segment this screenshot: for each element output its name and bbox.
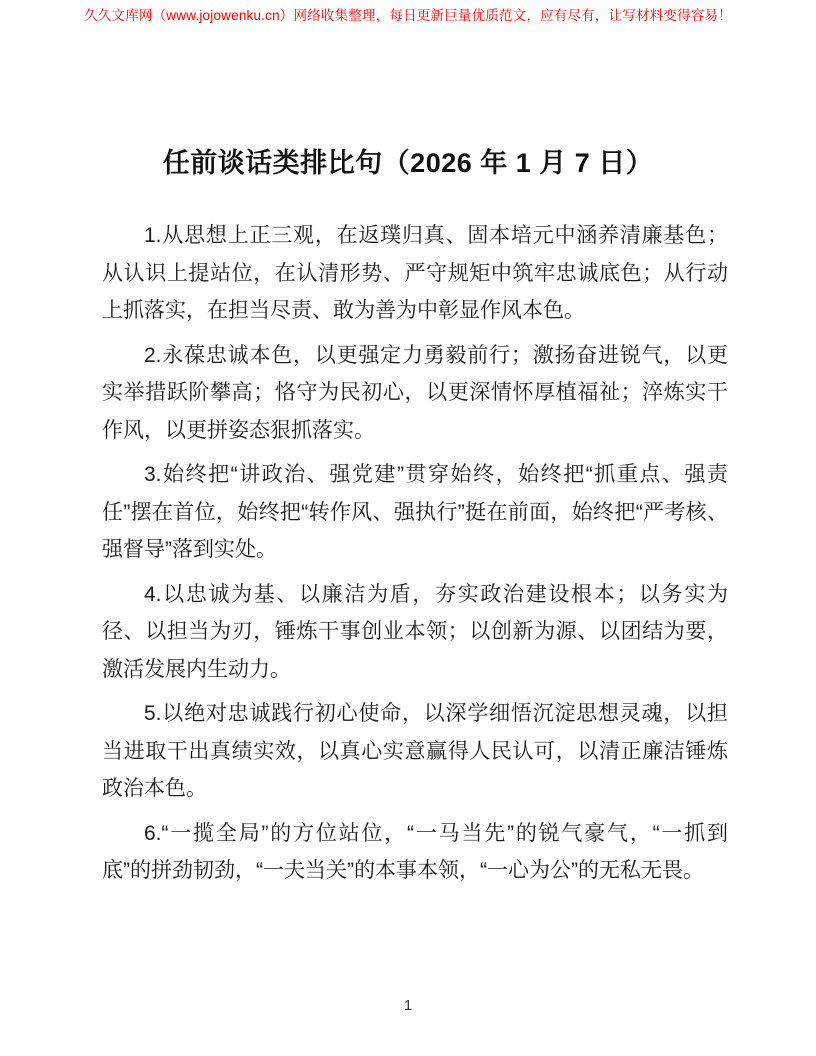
body-paragraph-2: 2.永葆忠诚本色，以更强定力勇毅前行；激扬奋进锐气，以更实举措跃阶攀高；恪守为民初心，以更深情怀厚植福祉；淬炼实干作风，以更拼姿态狠抓落实。	[102, 343, 728, 442]
site-banner: 久久文库网（www.jojowenku.cn）网络收集整理，每日更新巨量优质范文，应有尽有，让写材料变得容易！	[84, 8, 732, 23]
body-paragraph-4: 4.以忠诚为基、以廉洁为盾，夯实政治建设根本；以务实为径、以担当为刃，锤炼干事创业本领；以创新为源、以团结为要，激活发展内生动力。	[102, 582, 728, 681]
body-paragraph-1: 1.从思想上正三观，在返璞归真、固本培元中涵养清廉基色；从认识上提站位，在认清形势、严守规矩中筑牢忠诚底色；从行动上抓落实，在担当尽责、敢为善为中彰显作风本色。	[102, 224, 728, 322]
body-paragraph-5: 5.以绝对忠诚践行初心使命，以深学细悟沉淀思想灵魂，以担当进取干出真绩实效，以真心实意赢得人民认可，以清正廉洁锤炼政治本色。	[102, 702, 728, 800]
body-paragraph-6: 6.“一揽全局”的方位站位，“一马当先”的锐气豪气，“一抓到底”的拼劲韧劲，“一夫当关”的本事本领，“一心为公”的无私无畏。	[102, 821, 728, 882]
document-body	[0, 217, 816, 890]
document-title: 任前谈话类排比句（2026 年 1 月 7 日）	[162, 148, 654, 178]
page-number: 1	[403, 997, 413, 1014]
body-paragraph-3: 3.始终把“讲政治、强党建”贯穿始终，始终把“抓重点、强责任”摆在首位，始终把“转作风、强执行”挺在前面，始终把“严考核、强督导”落到实处。	[102, 463, 728, 561]
page-footer	[0, 997, 816, 1014]
